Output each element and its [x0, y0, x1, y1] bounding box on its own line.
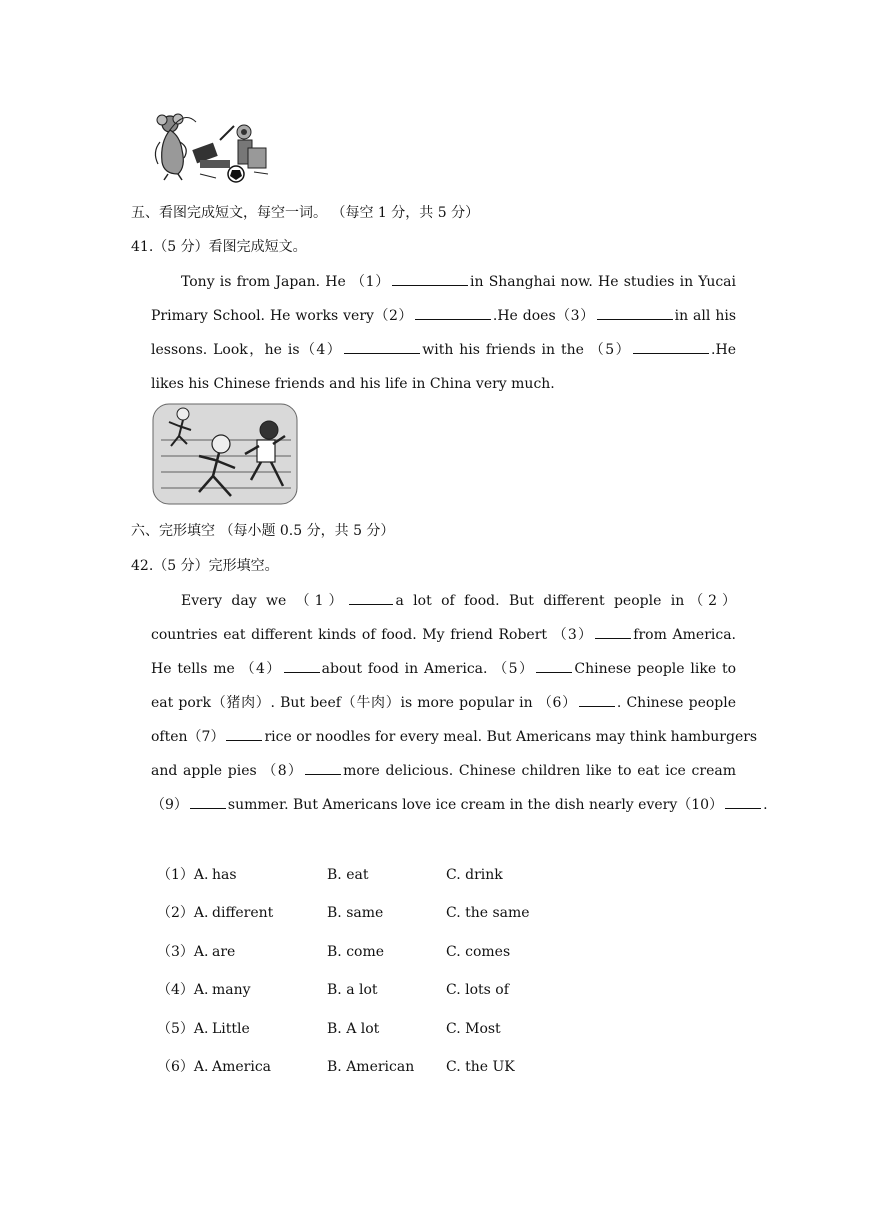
option-row-2: （2）A. different [157, 905, 274, 921]
passage-42-line-4: eat pork（猪肉）. But beef（牛肉）is more popular in （6） . Chinese people [151, 692, 736, 713]
running-children-illustration [151, 400, 301, 508]
answer-blank-42-9[interactable] [190, 794, 226, 809]
option-row-6: （6）A. America [157, 1059, 272, 1075]
option-row-5: （5）A. Little [157, 1021, 250, 1037]
answer-blank-41-1[interactable] [392, 271, 468, 286]
option-b[interactable]: B. same [327, 905, 384, 921]
answer-blank-42-7[interactable] [226, 726, 262, 741]
passage-42-line-6: and apple pies （8） more delicious. Chinese children like to eat ice cream [151, 760, 736, 781]
option-c[interactable]: C. comes [446, 944, 511, 960]
passage-42-line-3: He tells me （4） about food in America. （5） Chinese people like to [151, 658, 736, 679]
option-c[interactable]: C. drink [446, 867, 503, 883]
option-a[interactable]: Little [212, 1021, 250, 1037]
option-c[interactable]: C. lots of [446, 982, 509, 998]
passage-41-line-1: Tony is from Japan. He （1） in Shanghai now. He studies in Yucai [181, 271, 736, 292]
answer-blank-42-8[interactable] [305, 760, 341, 775]
option-b[interactable]: B. come [327, 944, 385, 960]
option-row-4: （4）A. many [157, 982, 251, 998]
option-a[interactable]: America [212, 1059, 272, 1075]
option-b[interactable]: B. A lot [327, 1021, 380, 1037]
answer-blank-41-2[interactable] [415, 305, 491, 320]
section-5-heading: 五、看图完成短文，每空一词。 （每空 1 分，共 5 分） [131, 205, 480, 221]
option-b[interactable]: B. a lot [327, 982, 378, 998]
answer-blank-42-5[interactable] [536, 658, 572, 673]
passage-42-line-1: Every day we （1） a lot of food. But different people in（2） [181, 590, 736, 611]
answer-blank-41-5[interactable] [633, 339, 709, 354]
answer-blank-41-4[interactable] [344, 339, 420, 354]
option-a[interactable]: many [212, 982, 251, 998]
passage-41-line-4: likes his Chinese friends and his life in China very much. [151, 376, 555, 392]
option-a[interactable]: are [212, 944, 236, 960]
option-c[interactable]: C. Most [446, 1021, 501, 1037]
answer-blank-42-3[interactable] [595, 624, 631, 639]
option-b[interactable]: B. eat [327, 867, 369, 883]
option-c[interactable]: C. the UK [446, 1059, 515, 1075]
answer-blank-42-10[interactable] [725, 794, 761, 809]
passage-42-line-7: （9） summer. But Americans love ice cream in the dish nearly every（10） . [151, 794, 736, 815]
option-a[interactable]: has [212, 867, 237, 883]
option-b[interactable]: B. American [327, 1059, 415, 1075]
option-row-3: （3）A. are [157, 944, 236, 960]
option-a[interactable]: different [212, 905, 274, 921]
answer-blank-41-3[interactable] [597, 305, 673, 320]
section-6-heading: 六、完形填空 （每小题 0.5 分，共 5 分） [131, 523, 395, 539]
passage-42-line-5: often（7） rice or noodles for every meal. But Americans may think hamburgers [151, 726, 736, 747]
passage-42-line-2: countries eat different kinds of food. My friend Robert （3） from America. [151, 624, 736, 645]
option-row-1: （1）A. has [157, 867, 237, 883]
option-c[interactable]: C. the same [446, 905, 530, 921]
mouse-sports-illustration [150, 112, 274, 186]
answer-blank-42-4[interactable] [284, 658, 320, 673]
passage-41-line-2: Primary School. He works very（2） .He does（3） in all his [151, 305, 736, 326]
passage-41-line-3: lessons. Look，he is（4） with his friends in the （5） .He [151, 339, 736, 360]
question-42-title: 42.（5 分）完形填空。 [131, 558, 279, 574]
answer-blank-42-6[interactable] [579, 692, 615, 707]
question-41-title: 41.（5 分）看图完成短文。 [131, 239, 307, 255]
answer-blank-42-1[interactable] [349, 590, 393, 605]
